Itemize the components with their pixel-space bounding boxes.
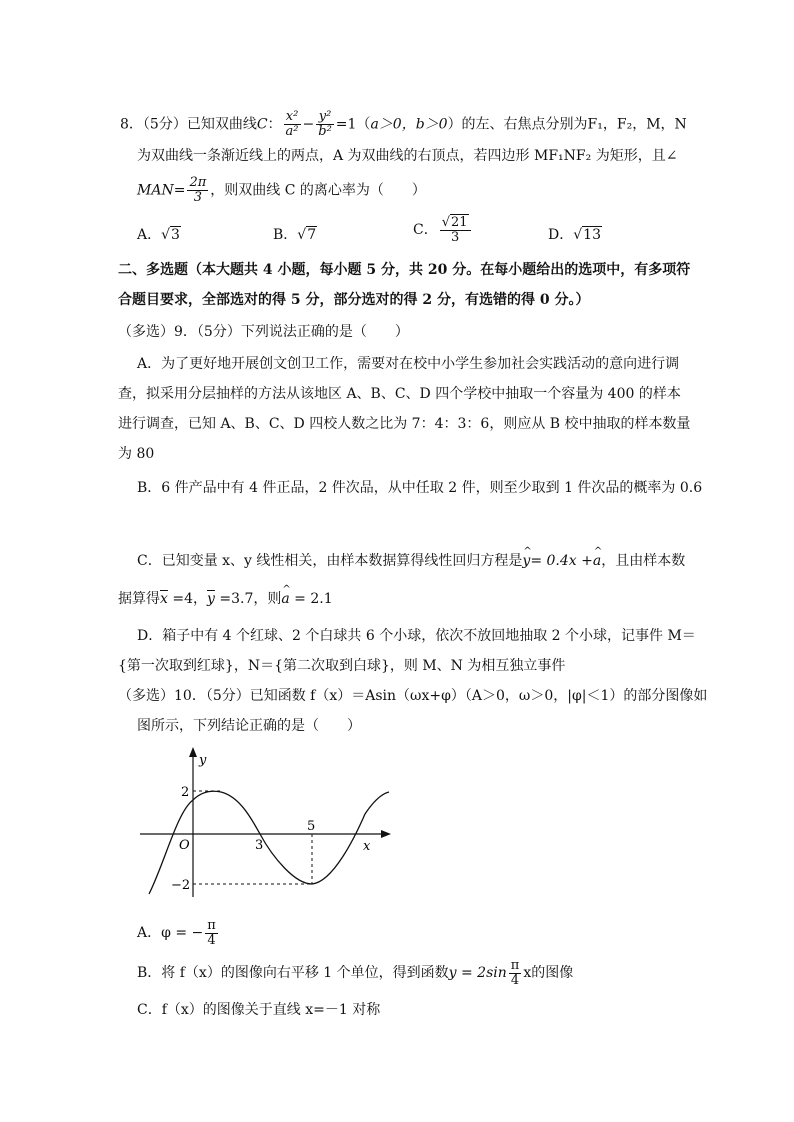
q8-option-b: B．√7 — [273, 227, 317, 243]
q8-opt-c-den: 3 — [451, 229, 460, 245]
y-axis-arrow — [189, 747, 197, 757]
q8-option-c — [413, 214, 473, 246]
q8-cond: a＞0，b＞0 — [370, 116, 448, 133]
q8-opt-c-rad: 21 — [451, 214, 468, 230]
q8-option-a: A．√3 — [137, 227, 180, 243]
sine-graph — [135, 742, 395, 902]
q8-rest1: ）的左、右焦点分别为F₁，F₂，M，N — [447, 116, 687, 133]
q8-opt-d-label: D． — [548, 227, 574, 243]
tick-5: 5 — [307, 819, 316, 834]
q8-opt-d-value: 13 — [583, 227, 601, 243]
q9-d-line2: {第一次取到红球}，N＝{第二次取到白球}，则 M、N 为相互独立事件 — [118, 658, 566, 674]
q10-b-text: B．将 f（x）的图像向右平移 1 个单位，得到函数 — [137, 965, 449, 981]
q8-minus: − — [302, 116, 315, 133]
q8-angle-den: 3 — [193, 190, 202, 205]
q9-c-line2 — [118, 589, 333, 609]
q8-prefix: 8．（5分）已知双曲线 — [120, 116, 257, 133]
q8-y2: y² — [316, 110, 334, 125]
q8-angle-frac — [187, 176, 208, 205]
tick-2: 2 — [181, 785, 190, 800]
q8-b2: b² — [318, 124, 332, 139]
q9-a-line2: 查，拟采用分层抽样的方法从该地区 A、B、C、D 四个学校中抽取一个容量为 400 的样本 — [118, 386, 681, 402]
q9-c-xbar: $\overline{x}$ — [160, 591, 168, 607]
q9-c-eq: = 0.4x + — [530, 553, 593, 569]
section2-line1: 二、多选题（本大题共 4 小题，每小题 5 分，共 20 分。在每小题给出的选项中，有多项符 — [118, 262, 691, 278]
q8-opt-b-value: 7 — [307, 227, 317, 243]
q9-a-line3: 进行调查，已知 A、B、C、D 四校人数之比为 7：4：3：6，则应从 B 校中抽取的样本数量 — [118, 416, 691, 432]
q9-b: B．6 件产品中有 4 件正品，2 件次品，从中任取 2 件，则至少取到 1 件次品的概率为 0.6 — [137, 480, 703, 496]
q9-c-text2: ，且由样本数 — [601, 553, 686, 569]
q10-option-a — [137, 918, 220, 948]
q9-c-line1 — [137, 551, 685, 571]
q8-line2: 为双曲线一条渐近线上的两点，A 为双曲线的右顶点，若四边形 MF₁NF₂ 为矩形，且∠ — [137, 148, 678, 164]
q10-a-num: π — [207, 917, 216, 933]
q8-line3-rest: ，则双曲线 C 的离心率为（ ） — [210, 182, 426, 199]
q8-colon: ： — [267, 116, 282, 133]
q8-angle-num: 2π — [189, 175, 207, 190]
q8-man: MAN= — [137, 182, 186, 199]
q10-stem-line2: 图所示，下列结论正确的是（ ） — [137, 718, 361, 734]
q9-c-text3: 据算得 — [118, 591, 160, 607]
y-label: y — [199, 753, 207, 768]
q9-stem: （多选）9．（5分）下列说法正确的是（ ） — [118, 324, 409, 340]
q10-stem-line1: （多选）10．（5分）已知函数 f（x）＝Asin（ωx+φ）（A＞0，ω＞0，|φ|＜1）的部分图像如 — [118, 688, 708, 704]
q10-a-text: A．φ = − — [137, 925, 204, 941]
q8-eq1: =1（ — [335, 116, 371, 133]
q10-b-num: π — [510, 957, 520, 973]
q9-c-ahat: ^ a — [593, 551, 601, 571]
tick-3: 3 — [255, 838, 264, 853]
q9-a-line4: 为 80 — [118, 446, 155, 462]
q9-c-ybar: $\overline{y}$ — [207, 591, 215, 607]
q9-c-text: C．已知变量 x、y 线性相关，由样本数据算得线性回归方程是 — [137, 553, 523, 569]
q8-opt-a-value: 3 — [171, 227, 180, 243]
q10-b-frac — [509, 959, 522, 988]
q9-c-yhat: ^ y — [522, 551, 530, 571]
q9-c-xval: =4， — [167, 591, 207, 607]
q10-a-frac — [205, 919, 218, 948]
q10-b-post: x的图像 — [523, 965, 574, 981]
q10-b-den: 4 — [510, 972, 520, 988]
q8-opt-b-label: B． — [273, 227, 298, 243]
q10-option-b — [137, 958, 573, 988]
q10-option-c: C．f（x）的图像关于直线 x=－1 对称 — [137, 1002, 381, 1018]
q9-d-line1: D．箱子中有 4 个红球、2 个白球共 6 个小球，依次不放回地抽取 2 个小球，记事件 M＝ — [137, 628, 696, 644]
q9-a-line1: A．为了更好地开展创文创卫工作，需要对在校中小学生参加社会实践活动的意向进行调 — [137, 356, 680, 372]
q9-c-ahat2: ^ a — [281, 589, 289, 609]
q8-opt-c-label: C． — [413, 222, 438, 238]
q8-opt-c-frac — [440, 216, 471, 245]
q8-a2: a² — [285, 124, 299, 139]
q8-line3 — [137, 176, 426, 205]
tick-neg2: −2 — [171, 878, 191, 893]
origin-label: O — [179, 838, 190, 853]
q8-curve: C — [256, 116, 268, 133]
q10-b-eq: y = 2sin — [448, 965, 507, 981]
q9-c-aval: = 2.1 — [289, 591, 333, 607]
q8-line1 — [120, 110, 687, 139]
q8-frac-y — [316, 110, 334, 139]
q8-frac-x — [284, 110, 301, 139]
section2-line2: 合题目要求，全部选对的得 5 分，部分选对的得 2 分，有选错的得 0 分。） — [118, 292, 590, 308]
q8-option-d: D．√13 — [548, 227, 601, 243]
q8-opt-a-label: A． — [137, 227, 162, 243]
q9-c-yval: =3.7，则 — [214, 591, 282, 607]
q8-opt-c-num: √21 — [440, 216, 471, 231]
x-axis-arrow — [381, 830, 391, 838]
x-label: x — [363, 839, 371, 854]
q10-a-den: 4 — [207, 932, 216, 948]
q8-x2: x² — [284, 110, 301, 125]
